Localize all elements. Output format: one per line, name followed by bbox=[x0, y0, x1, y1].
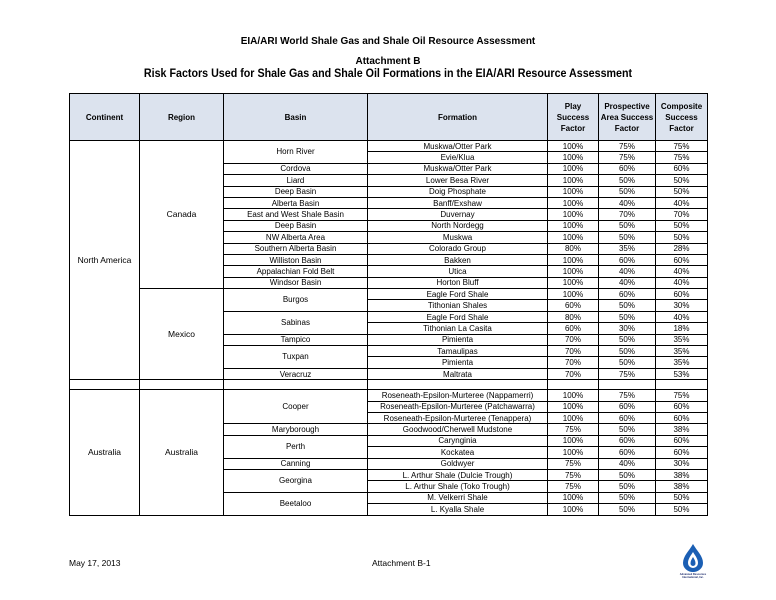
col-composite-success bbox=[656, 94, 708, 141]
prospective-success-cell: 50% bbox=[599, 220, 656, 231]
formation-cell: Tithonian Shales bbox=[368, 300, 548, 311]
composite-success-cell: 60% bbox=[656, 254, 708, 265]
logo-line2: International, Inc. bbox=[682, 576, 704, 579]
formation-cell: Tamaulipas bbox=[368, 346, 548, 357]
basin-cell: Perth bbox=[224, 435, 368, 458]
basin-cell: Tuxpan bbox=[224, 346, 368, 369]
basin-cell: Windsor Basin bbox=[224, 277, 368, 288]
formation-cell: Muskwa bbox=[368, 232, 548, 243]
formation-cell: Roseneath-Epsilon-Murteree (Tenappera) bbox=[368, 412, 548, 423]
prospective-success-cell: 70% bbox=[599, 209, 656, 220]
play-success-cell: 100% bbox=[548, 197, 599, 208]
play-success-cell: 60% bbox=[548, 300, 599, 311]
play-success-cell: 80% bbox=[548, 311, 599, 322]
prospective-success-cell: 75% bbox=[599, 368, 656, 379]
col-region: Region bbox=[140, 94, 224, 141]
formation-cell: North Nordegg bbox=[368, 220, 548, 231]
composite-success-cell: 35% bbox=[656, 346, 708, 357]
prospective-success-cell: 50% bbox=[599, 175, 656, 186]
play-success-cell: 100% bbox=[548, 232, 599, 243]
col-play-line1: Play bbox=[564, 101, 582, 111]
formation-cell: Goldwyer bbox=[368, 458, 548, 469]
formation-cell: Tithonian La Casita bbox=[368, 323, 548, 334]
play-success-cell: 70% bbox=[548, 357, 599, 368]
spacer-row bbox=[70, 380, 708, 390]
risk-factors-table bbox=[69, 93, 708, 516]
formation-cell: Carynginia bbox=[368, 435, 548, 446]
basin-cell: Tampico bbox=[224, 334, 368, 345]
composite-success-cell: 40% bbox=[656, 277, 708, 288]
composite-success-cell: 75% bbox=[656, 141, 708, 152]
continent-cell: Australia bbox=[70, 390, 140, 515]
footer-page-label: Attachment B-1 bbox=[372, 558, 431, 568]
region-cell: Australia bbox=[140, 390, 224, 515]
composite-success-cell: 60% bbox=[656, 163, 708, 174]
formation-cell: Colorado Group bbox=[368, 243, 548, 254]
prospective-success-cell: 50% bbox=[599, 346, 656, 357]
prospective-success-cell: 50% bbox=[599, 481, 656, 492]
table-header-row bbox=[70, 94, 708, 141]
empty-cell bbox=[656, 380, 708, 390]
logo-line1: Advanced Resources bbox=[679, 573, 707, 576]
play-success-cell: 100% bbox=[548, 492, 599, 503]
basin-cell: Horn River bbox=[224, 141, 368, 164]
table-body bbox=[70, 141, 708, 516]
document-title: EIA/ARI World Shale Gas and Shale Oil Resource Assessment bbox=[240, 36, 536, 47]
prospective-success-cell: 40% bbox=[599, 197, 656, 208]
prospective-success-cell: 30% bbox=[599, 323, 656, 334]
basin-cell: Deep Basin bbox=[224, 186, 368, 197]
basin-cell: Cordova bbox=[224, 163, 368, 174]
composite-success-cell: 60% bbox=[656, 412, 708, 423]
formation-cell: Lower Besa River bbox=[368, 175, 548, 186]
prospective-success-cell: 75% bbox=[599, 141, 656, 152]
basin-cell: Williston Basin bbox=[224, 254, 368, 265]
play-success-cell: 70% bbox=[548, 334, 599, 345]
composite-success-cell: 30% bbox=[656, 300, 708, 311]
prospective-success-cell: 60% bbox=[599, 435, 656, 446]
prospective-success-cell: 60% bbox=[599, 254, 656, 265]
basin-cell: Beetaloo bbox=[224, 492, 368, 515]
formation-cell: Evie/Klua bbox=[368, 152, 548, 163]
composite-success-cell: 50% bbox=[656, 504, 708, 515]
formation-cell: Utica bbox=[368, 266, 548, 277]
formation-cell: Maltrata bbox=[368, 368, 548, 379]
col-prosp-line1: Prospective bbox=[604, 101, 650, 111]
composite-success-cell: 40% bbox=[656, 311, 708, 322]
prospective-success-cell: 50% bbox=[599, 469, 656, 480]
composite-success-cell: 38% bbox=[656, 481, 708, 492]
composite-success-cell: 50% bbox=[656, 175, 708, 186]
table-title: Risk Factors Used for Shale Gas and Shale Oil Formations in the EIA/ARI Resource Assessment bbox=[143, 68, 633, 80]
prospective-success-cell: 50% bbox=[599, 334, 656, 345]
footer-date: May 17, 2013 bbox=[69, 558, 121, 568]
col-comp-line3: Factor bbox=[669, 123, 694, 133]
formation-cell: Muskwa/Otter Park bbox=[368, 163, 548, 174]
prospective-success-cell: 50% bbox=[599, 424, 656, 435]
formation-cell: Bakken bbox=[368, 254, 548, 265]
formation-cell: M. Velkerri Shale bbox=[368, 492, 548, 503]
basin-cell: Canning bbox=[224, 458, 368, 469]
play-success-cell: 70% bbox=[548, 368, 599, 379]
empty-cell bbox=[70, 380, 140, 390]
play-success-cell: 100% bbox=[548, 447, 599, 458]
composite-success-cell: 50% bbox=[656, 186, 708, 197]
basin-cell: East and West Shale Basin bbox=[224, 209, 368, 220]
composite-success-cell: 35% bbox=[656, 334, 708, 345]
play-success-cell: 100% bbox=[548, 152, 599, 163]
basin-cell: Georgina bbox=[224, 469, 368, 492]
formation-cell: Pimienta bbox=[368, 357, 548, 368]
play-success-cell: 100% bbox=[548, 186, 599, 197]
composite-success-cell: 50% bbox=[656, 232, 708, 243]
prospective-success-cell: 60% bbox=[599, 163, 656, 174]
basin-cell: Burgos bbox=[224, 289, 368, 312]
col-prosp-line2: Area Success bbox=[600, 112, 654, 122]
basin-cell: Liard bbox=[224, 175, 368, 186]
composite-success-cell: 60% bbox=[656, 435, 708, 446]
prospective-success-cell: 35% bbox=[599, 243, 656, 254]
col-formation: Formation bbox=[368, 94, 548, 141]
play-success-cell: 100% bbox=[548, 401, 599, 412]
play-success-cell: 100% bbox=[548, 277, 599, 288]
composite-success-cell: 60% bbox=[656, 289, 708, 300]
play-success-cell: 100% bbox=[548, 163, 599, 174]
table-row bbox=[70, 141, 708, 152]
col-play-line3: Factor bbox=[560, 123, 586, 133]
composite-success-cell: 60% bbox=[656, 447, 708, 458]
composite-success-cell: 75% bbox=[656, 152, 708, 163]
play-success-cell: 100% bbox=[548, 435, 599, 446]
prospective-success-cell: 50% bbox=[599, 357, 656, 368]
play-success-cell: 75% bbox=[548, 424, 599, 435]
col-comp-line1: Composite bbox=[660, 101, 703, 111]
formation-cell: Pimienta bbox=[368, 334, 548, 345]
play-success-cell: 100% bbox=[548, 254, 599, 265]
continent-cell: North America bbox=[70, 141, 140, 380]
basin-cell: Cooper bbox=[224, 390, 368, 424]
empty-cell bbox=[224, 380, 368, 390]
col-prospective-area bbox=[599, 94, 656, 141]
formation-cell: Roseneath-Epsilon-Murteree (Patchawarra) bbox=[368, 401, 548, 412]
company-logo bbox=[676, 543, 710, 583]
formation-cell: L. Arthur Shale (Toko Trough) bbox=[368, 481, 548, 492]
attachment-label: Attachment B bbox=[355, 56, 421, 67]
empty-cell bbox=[599, 380, 656, 390]
prospective-success-cell: 75% bbox=[599, 152, 656, 163]
formation-cell: Roseneath-Epsilon-Murteree (Nappamerri) bbox=[368, 390, 548, 401]
region-cell: Canada bbox=[140, 141, 224, 289]
composite-success-cell: 38% bbox=[656, 469, 708, 480]
formation-cell: L. Arthur Shale (Dulcie Trough) bbox=[368, 469, 548, 480]
col-comp-line2: Success bbox=[665, 112, 698, 122]
formation-cell: Kockatea bbox=[368, 447, 548, 458]
composite-success-cell: 28% bbox=[656, 243, 708, 254]
prospective-success-cell: 60% bbox=[599, 401, 656, 412]
basin-cell: Veracruz bbox=[224, 368, 368, 379]
basin-cell: Maryborough bbox=[224, 424, 368, 435]
empty-cell bbox=[140, 380, 224, 390]
composite-success-cell: 70% bbox=[656, 209, 708, 220]
prospective-success-cell: 60% bbox=[599, 447, 656, 458]
play-success-cell: 100% bbox=[548, 266, 599, 277]
formation-cell: Banff/Exshaw bbox=[368, 197, 548, 208]
prospective-success-cell: 60% bbox=[599, 289, 656, 300]
prospective-success-cell: 50% bbox=[599, 492, 656, 503]
play-success-cell: 100% bbox=[548, 175, 599, 186]
formation-cell: L. Kyalla Shale bbox=[368, 504, 548, 515]
composite-success-cell: 53% bbox=[656, 368, 708, 379]
prospective-success-cell: 50% bbox=[599, 311, 656, 322]
basin-cell: NW Alberta Area bbox=[224, 232, 368, 243]
table-row bbox=[70, 390, 708, 401]
play-success-cell: 100% bbox=[548, 209, 599, 220]
prospective-success-cell: 50% bbox=[599, 186, 656, 197]
prospective-success-cell: 50% bbox=[599, 232, 656, 243]
play-success-cell: 100% bbox=[548, 289, 599, 300]
col-basin: Basin bbox=[224, 94, 368, 141]
play-success-cell: 100% bbox=[548, 390, 599, 401]
prospective-success-cell: 40% bbox=[599, 266, 656, 277]
prospective-success-cell: 50% bbox=[599, 504, 656, 515]
formation-cell: Doig Phosphate bbox=[368, 186, 548, 197]
empty-cell bbox=[548, 380, 599, 390]
play-success-cell: 80% bbox=[548, 243, 599, 254]
basin-cell: Alberta Basin bbox=[224, 197, 368, 208]
formation-cell: Horton Bluff bbox=[368, 277, 548, 288]
region-cell: Mexico bbox=[140, 289, 224, 380]
composite-success-cell: 18% bbox=[656, 323, 708, 334]
play-success-cell: 75% bbox=[548, 458, 599, 469]
composite-success-cell: 40% bbox=[656, 197, 708, 208]
composite-success-cell: 30% bbox=[656, 458, 708, 469]
table-row bbox=[70, 289, 708, 300]
play-success-cell: 100% bbox=[548, 412, 599, 423]
prospective-success-cell: 40% bbox=[599, 458, 656, 469]
play-success-cell: 70% bbox=[548, 346, 599, 357]
prospective-success-cell: 40% bbox=[599, 277, 656, 288]
play-success-cell: 60% bbox=[548, 323, 599, 334]
empty-cell bbox=[368, 380, 548, 390]
col-continent: Continent bbox=[70, 94, 140, 141]
formation-cell: Goodwood/Cherwell Mudstone bbox=[368, 424, 548, 435]
composite-success-cell: 75% bbox=[656, 390, 708, 401]
composite-success-cell: 60% bbox=[656, 401, 708, 412]
play-success-cell: 100% bbox=[548, 141, 599, 152]
col-play-success bbox=[548, 94, 599, 141]
composite-success-cell: 40% bbox=[656, 266, 708, 277]
composite-success-cell: 35% bbox=[656, 357, 708, 368]
basin-cell: Southern Alberta Basin bbox=[224, 243, 368, 254]
col-prosp-line3: Factor bbox=[614, 123, 640, 133]
basin-cell: Deep Basin bbox=[224, 220, 368, 231]
prospective-success-cell: 50% bbox=[599, 300, 656, 311]
formation-cell: Muskwa/Otter Park bbox=[368, 141, 548, 152]
play-success-cell: 75% bbox=[548, 481, 599, 492]
play-success-cell: 100% bbox=[548, 504, 599, 515]
play-success-cell: 100% bbox=[548, 220, 599, 231]
basin-cell: Appalachian Fold Belt bbox=[224, 266, 368, 277]
formation-cell: Eagle Ford Shale bbox=[368, 289, 548, 300]
prospective-success-cell: 75% bbox=[599, 390, 656, 401]
play-success-cell: 75% bbox=[548, 469, 599, 480]
flame-drop-icon bbox=[676, 543, 710, 573]
formation-cell: Eagle Ford Shale bbox=[368, 311, 548, 322]
composite-success-cell: 50% bbox=[656, 220, 708, 231]
basin-cell: Sabinas bbox=[224, 311, 368, 334]
composite-success-cell: 38% bbox=[656, 424, 708, 435]
composite-success-cell: 50% bbox=[656, 492, 708, 503]
formation-cell: Duvernay bbox=[368, 209, 548, 220]
col-play-line2: Success bbox=[556, 112, 590, 122]
prospective-success-cell: 60% bbox=[599, 412, 656, 423]
